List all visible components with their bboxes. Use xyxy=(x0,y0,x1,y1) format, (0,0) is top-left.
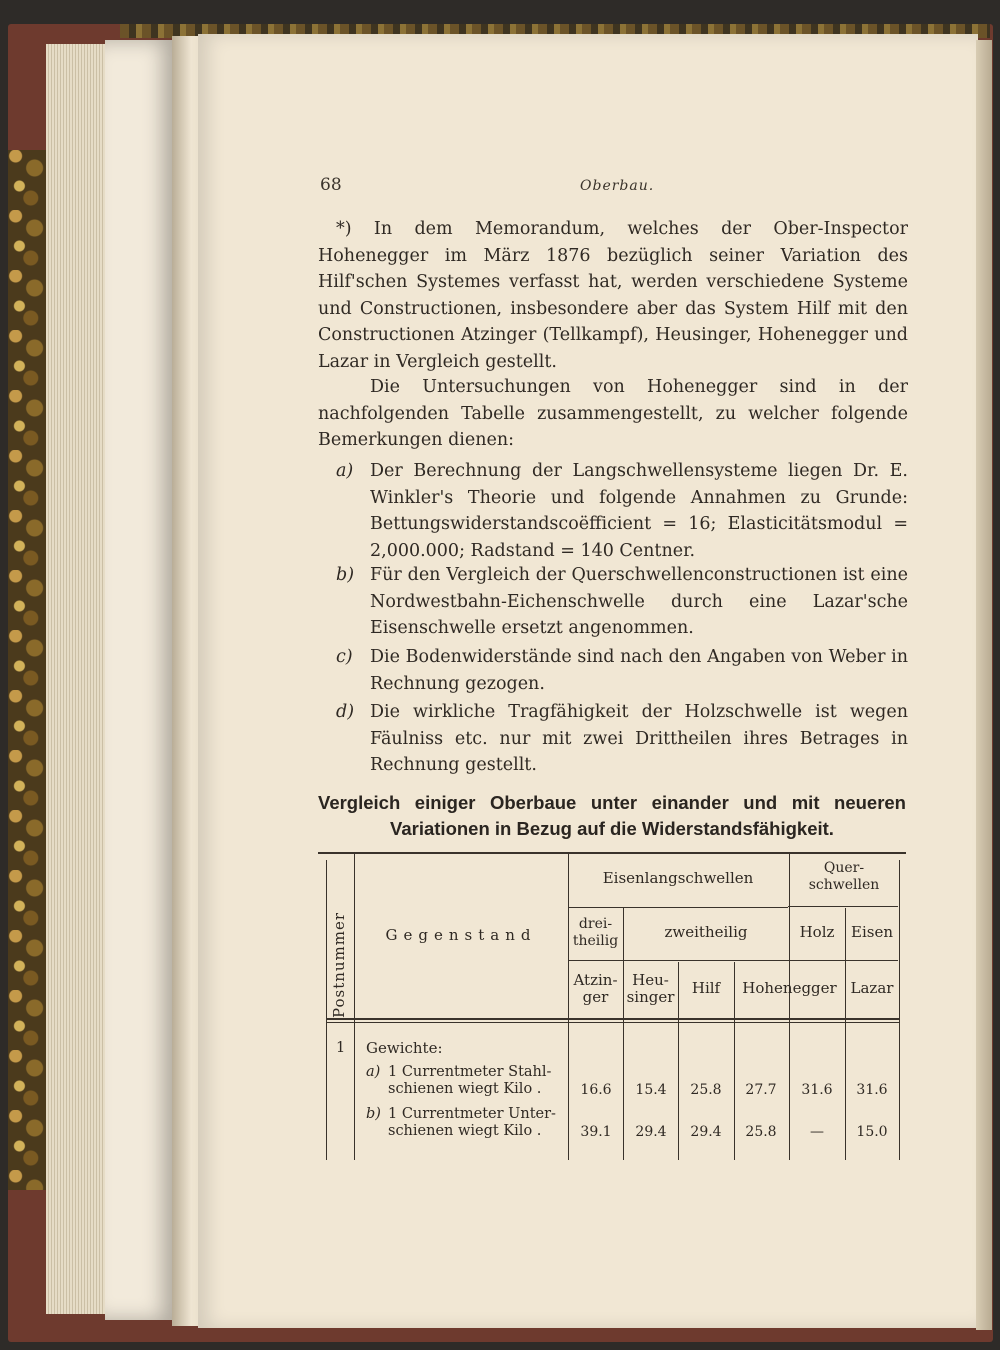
header-dreitheilig: drei-theilig xyxy=(572,916,619,949)
header-querschwellen: Quer-schwellen xyxy=(808,860,880,893)
value-atzinger: 16.6 xyxy=(580,1082,612,1098)
remark-text: Der Berechnung der Langschwellensysteme liegen Dr. E. Winkler's Theorie und folgende Annahmen zu Grunde: Bettungswiderstandscoëfficient = 16; Elasticitätsmodul = 2,000.000; Radstand = 140 Centner. xyxy=(370,461,908,561)
header-lazar: Lazar xyxy=(850,979,894,997)
header-eisen: Eisen xyxy=(851,923,893,941)
remark-label: b) xyxy=(336,565,355,585)
running-head: Oberbau. xyxy=(580,178,655,194)
row-number: 1 xyxy=(336,1040,346,1056)
col-line xyxy=(568,854,569,1160)
page-edge xyxy=(976,40,992,1330)
remark-text: Die Bodenwiderstände sind nach den Angaben von Weber in Rechnung gezogen. xyxy=(370,647,908,694)
value-holz: — xyxy=(810,1124,824,1140)
subrow-label: a) xyxy=(366,1064,381,1080)
col-line xyxy=(326,860,327,1160)
value-holz: 31.6 xyxy=(801,1082,833,1098)
header-heusinger: Heu-singer xyxy=(626,971,675,1006)
col-line xyxy=(354,854,355,1160)
page-stack xyxy=(46,44,108,1314)
col-line xyxy=(845,908,846,1160)
remark-a xyxy=(318,458,908,564)
header-hilf: Hilf xyxy=(691,979,721,997)
value-eisen: 15.0 xyxy=(856,1124,888,1140)
header-gegenstand: Gegenstand xyxy=(385,926,537,944)
row-title: Gewichte: xyxy=(366,1039,443,1057)
subrow-text: schienen wiegt Kilo . xyxy=(388,1123,542,1139)
header-bottom-rule-2 xyxy=(326,1022,900,1023)
value-hohenegger: 25.8 xyxy=(745,1124,777,1140)
subrow-text: 1 Currentmeter Stahl- xyxy=(388,1064,552,1080)
subrow-text: schienen wiegt Kilo . xyxy=(388,1081,542,1097)
remark-label: c) xyxy=(336,647,353,667)
value-hilf: 25.8 xyxy=(690,1082,722,1098)
col-line xyxy=(789,854,790,1160)
paragraph-untersuchungen: Die Untersuchungen von Hohenegger sind in der nachfolgenden Tabelle zusammengestellt, zu welcher folgende Bemerkungen dienen: xyxy=(318,377,908,450)
header-hohenegger: Hohenegger xyxy=(742,979,837,997)
header-postnummer: Postnummer xyxy=(330,911,348,1019)
comparison-table xyxy=(318,852,908,1162)
remark-label: a) xyxy=(336,461,354,481)
rule-sub xyxy=(568,960,898,961)
rule-quer xyxy=(788,906,898,907)
value-heusinger: 15.4 xyxy=(635,1082,667,1098)
header-atzinger: Atzin-ger xyxy=(573,971,618,1006)
value-hilf: 29.4 xyxy=(690,1124,722,1140)
col-line xyxy=(623,908,624,1160)
remark-c xyxy=(318,644,908,697)
remark-text: Die wirkliche Tragfähigkeit der Holzschwelle ist wegen Fäulniss etc. nur mit zwei Drittheilen ihres Betrages in Rechnung gestellt. xyxy=(370,702,908,775)
remark-text: Für den Vergleich der Querschwellenconstructionen ist eine Nordwestbahn-Eichenschwelle durch eine Lazar'sche Eisenschwelle ersetzt angenommen. xyxy=(370,565,908,638)
remark-d xyxy=(318,699,908,779)
col-line xyxy=(899,860,900,1160)
table-title: Vergleich einiger Oberbaue unter einander und mit neueren Variationen in Bezug auf die Widerstandsfähigkeit. xyxy=(318,792,906,839)
subrow-text: 1 Currentmeter Unter- xyxy=(388,1106,556,1122)
left-page xyxy=(105,40,177,1320)
table-top-rule xyxy=(318,852,906,854)
remark-b xyxy=(318,562,908,642)
value-atzinger: 39.1 xyxy=(580,1124,612,1140)
marbled-edge xyxy=(8,150,46,1190)
header-holz: Holz xyxy=(799,923,835,941)
header-eisenlangschwellen: Eisenlangschwellen xyxy=(602,869,754,887)
value-eisen: 31.6 xyxy=(856,1082,888,1098)
value-heusinger: 29.4 xyxy=(635,1124,667,1140)
header-zweitheilig: zweitheilig xyxy=(664,923,748,941)
value-hohenegger: 27.7 xyxy=(745,1082,777,1098)
remark-label: d) xyxy=(336,702,355,722)
page-number: 68 xyxy=(320,175,342,195)
header-bottom-rule xyxy=(326,1018,900,1020)
paragraph-memorandum: *) In dem Memorandum, welches der Ober-Inspector Hohenegger im März 1876 bezüglich seiner Variation des Hilf'schen Systemes verfasst hat, werden verschiedene Systeme und Constructionen, insbesondere aber das System Hilf mit den Constructionen Atzinger (Tellkampf), Heusinger, Hohenegger und Lazar in Vergleich gestellt. xyxy=(318,219,908,372)
subrow-label: b) xyxy=(366,1106,381,1122)
rule-eisen xyxy=(568,907,788,908)
